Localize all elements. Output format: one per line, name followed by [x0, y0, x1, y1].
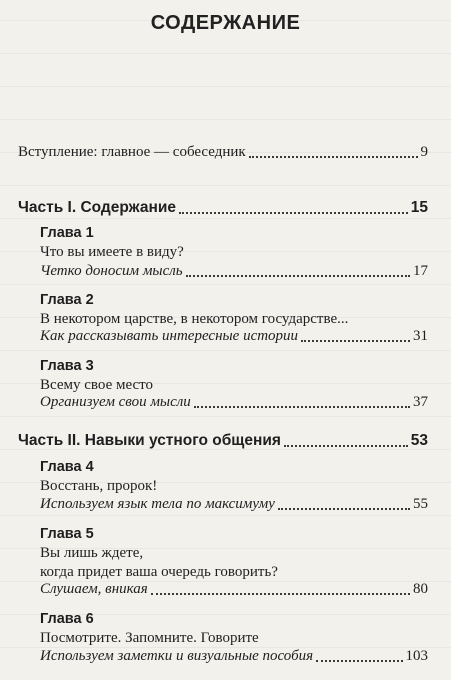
toc-page-number: 15: [410, 199, 428, 216]
chapter-subtitle: Используем заметки и визуальные пособия: [40, 648, 314, 664]
toc-page-number: 55: [413, 496, 428, 512]
toc-part-1: [18, 199, 428, 217]
dot-leader: [151, 593, 410, 595]
toc-page-number: 37: [413, 394, 428, 410]
chapter-label: Глава 6: [40, 611, 94, 627]
part-title: Часть I. Содержание: [18, 199, 176, 216]
dot-leader: [316, 660, 402, 662]
dot-leader: [194, 406, 410, 408]
chapter-title: Посмотрите. Запомните. Говорите: [40, 630, 259, 646]
chapter-title: Всему свое место: [40, 377, 154, 393]
chapter-label: Глава 3: [40, 358, 94, 374]
chapter-title: Восстань, пророк!: [40, 478, 158, 494]
dot-leader: [301, 340, 410, 342]
chapter-title: Что вы имеете в виду?: [40, 244, 184, 260]
chapter-label: Глава 4: [40, 459, 94, 475]
toc-entry-text: Вступление: главное — собеседник: [18, 144, 246, 160]
chapter-label: Глава 1: [40, 225, 94, 241]
toc-page-number: 9: [420, 144, 428, 160]
toc-chapter-3-subtitle: [40, 393, 428, 411]
toc-chapter-4-subtitle: [40, 495, 428, 513]
toc-chapter-1-subtitle: [40, 262, 428, 280]
toc-page-number: 31: [413, 328, 428, 344]
chapter-title: когда придет ваша очередь говорить?: [40, 564, 278, 580]
part-title: Часть II. Навыки устного общения: [18, 432, 281, 449]
toc-chapter-2-subtitle: [40, 327, 428, 345]
toc-chapter-5-subtitle: [40, 580, 428, 598]
toc-entry-intro: [18, 143, 428, 161]
toc-page-number: 80: [413, 581, 428, 597]
page-title: СОДЕРЖАНИЕ: [150, 12, 301, 34]
chapter-subtitle: Как рассказывать интересные истории: [40, 328, 299, 344]
dot-leader: [186, 275, 410, 277]
dot-leader: [278, 508, 410, 510]
dot-leader: [284, 445, 408, 447]
chapter-subtitle: Используем язык тела по максимуму: [40, 496, 275, 512]
dot-leader: [179, 212, 408, 214]
chapter-title: Вы лишь ждете,: [40, 545, 144, 561]
chapter-subtitle: Организуем свои мысли: [40, 394, 191, 410]
chapter-label: Глава 2: [40, 292, 94, 308]
chapter-subtitle: Четко доносим мысль: [40, 263, 183, 279]
chapter-label: Глава 5: [40, 526, 94, 542]
toc-page-number: 17: [413, 263, 428, 279]
dot-leader: [249, 156, 418, 158]
chapter-title: В некотором царстве, в некотором государстве...: [40, 311, 349, 327]
toc-chapter-6-subtitle: [40, 647, 428, 665]
toc-page-number: 103: [405, 648, 428, 664]
toc-part-2: [18, 432, 428, 450]
toc-page-number: 53: [410, 432, 428, 449]
chapter-subtitle: Слушаем, вникая: [40, 581, 148, 597]
